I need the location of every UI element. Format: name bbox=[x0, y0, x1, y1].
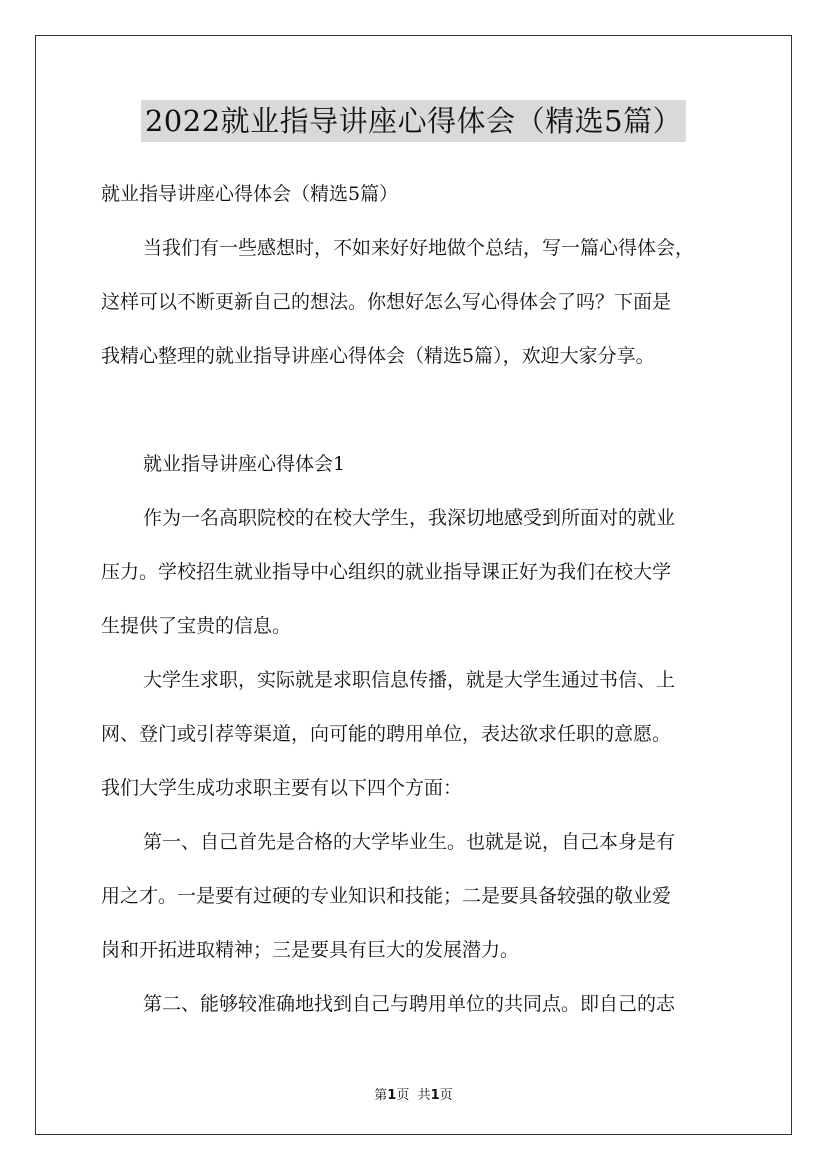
para1-line-2: 压力。学校招生就业指导中心组织的就业指导课正好为我们在校大学 bbox=[101, 561, 672, 583]
footer-total-suffix: 页 bbox=[439, 1088, 453, 1103]
para4-line-1: 第二、能够较准确地找到自己与聘用单位的共同点。即自己的志 bbox=[143, 993, 676, 1015]
footer-total-number: 1 bbox=[430, 1088, 440, 1103]
para3-line-3: 岗和开拓进取精神；三是要具有巨大的发展潜力。 bbox=[101, 939, 520, 961]
para2-line-3: 我们大学生成功求职主要有以下四个方面： bbox=[101, 777, 463, 799]
footer-page-number: 1 bbox=[387, 1088, 397, 1103]
intro-line-3: 我精心整理的就业指导讲座心得体会（精选5篇），欢迎大家分享。 bbox=[101, 345, 655, 367]
para3-line-2: 用之才。一是要有过硬的专业知识和技能；二是要具备较强的敬业爱 bbox=[101, 885, 672, 907]
document-title: 2022就业指导讲座心得体会（精选5篇） bbox=[141, 100, 686, 142]
intro-line-2: 这样可以不断更新自己的想法。你想好怎么写心得体会了吗？下面是 bbox=[101, 291, 672, 313]
para3-line-1: 第一、自己首先是合格的大学毕业生。也就是说，自己本身是有 bbox=[143, 831, 676, 853]
para2-line-2: 网、登门或引荐等渠道，向可能的聘用单位，表达欲求任职的意愿。 bbox=[101, 723, 672, 745]
document-title-wrap bbox=[0, 100, 827, 142]
section-heading: 就业指导讲座心得体会1 bbox=[143, 453, 346, 475]
footer-page-prefix: 第 bbox=[374, 1088, 388, 1103]
document-subtitle: 就业指导讲座心得体会（精选5篇） bbox=[101, 183, 399, 205]
para1-line-1: 作为一名高职院校的在校大学生，我深切地感受到所面对的就业 bbox=[143, 507, 676, 529]
para1-line-3: 生提供了宝贵的信息。 bbox=[101, 615, 292, 637]
footer-total-prefix: 共 bbox=[417, 1088, 431, 1103]
page-footer bbox=[0, 1084, 827, 1103]
footer-page-suffix: 页 bbox=[396, 1088, 410, 1103]
para2-line-1: 大学生求职，实际就是求职信息传播，就是大学生通过书信、上 bbox=[143, 669, 676, 691]
intro-line-1: 当我们有一些感想时，不如来好好地做个总结，写一篇心得体会， bbox=[143, 237, 695, 259]
